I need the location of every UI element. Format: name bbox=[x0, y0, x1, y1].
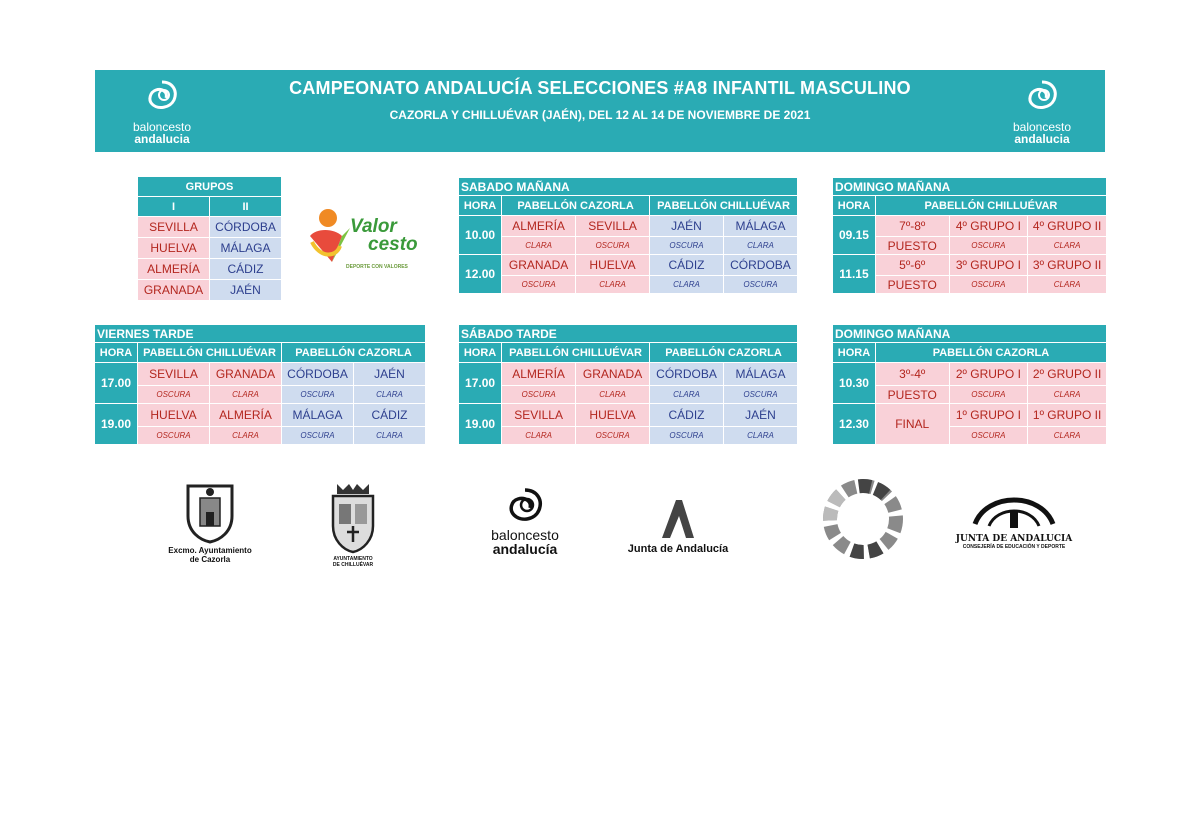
team-cell: 3º GRUPO I bbox=[950, 255, 1028, 275]
grupo-ii-header: II bbox=[210, 197, 281, 216]
valorcesto-text-2: cesto bbox=[368, 234, 418, 255]
team-cell: CÓRDOBA bbox=[282, 363, 353, 385]
team-cell: 3º GRUPO II bbox=[1028, 255, 1106, 275]
junta-text: Junta de Andalucía bbox=[627, 543, 729, 555]
game-time: 11.15 bbox=[833, 255, 875, 293]
team-cell: SEVILLA bbox=[138, 363, 209, 385]
baloncesto-andalucia-logo bbox=[484, 486, 566, 566]
placement-label: PUESTO bbox=[876, 386, 949, 403]
grupos-table bbox=[137, 176, 282, 301]
team-cell: 1º GRUPO I bbox=[950, 404, 1028, 426]
junta-educacion-logo bbox=[948, 486, 1080, 562]
segmented-circle-icon bbox=[820, 476, 906, 562]
game-time: 17.00 bbox=[459, 363, 501, 403]
placement-label: 5º-6º bbox=[876, 255, 949, 275]
kit-label: CLARA bbox=[650, 386, 723, 403]
fab-text-2: andalucía bbox=[492, 541, 558, 557]
venue-header: PABELLÓN CAZORLA bbox=[282, 343, 425, 362]
hora-header: HORA bbox=[833, 196, 875, 215]
domingo-manana-chilluevar-table bbox=[832, 177, 1107, 294]
junta-andalucia-logo bbox=[620, 496, 736, 566]
placement-label: 3º-4º bbox=[876, 363, 949, 385]
kit-label: CLARA bbox=[724, 237, 797, 254]
cazorla-shield-icon bbox=[182, 482, 238, 544]
kit-label: CLARA bbox=[354, 427, 425, 444]
kit-label: CLARA bbox=[210, 427, 281, 444]
junta-arch-icon bbox=[969, 486, 1059, 532]
venue-header: PABELLÓN CAZORLA bbox=[650, 343, 797, 362]
logo-text-2: andalucia bbox=[134, 132, 190, 146]
cazorla-text-1: Excmo. Ayuntamiento bbox=[168, 546, 252, 555]
chilluevar-text-2: DE CHILLUÉVAR bbox=[332, 562, 374, 568]
section-title: DOMINGO MAÑANA bbox=[833, 325, 1106, 342]
kit-label: CLARA bbox=[1028, 237, 1106, 254]
team-cell: MÁLAGA bbox=[282, 404, 353, 426]
page-subtitle: CAZORLA Y CHILLUÉVAR (JAÉN), DEL 12 AL 14 DE NOVIEMBRE DE 2021 bbox=[389, 108, 811, 122]
kit-label: CLARA bbox=[1028, 276, 1106, 293]
venue-header: PABELLÓN CAZORLA bbox=[876, 343, 1106, 362]
sabado-manana-table bbox=[458, 177, 798, 294]
team-cell: CÓRDOBA bbox=[724, 255, 797, 275]
team-cell: SEVILLA bbox=[502, 404, 575, 426]
team-cell: CÁDIZ bbox=[650, 255, 723, 275]
team-cell: 4º GRUPO II bbox=[1028, 216, 1106, 236]
game-time: 17.00 bbox=[95, 363, 137, 403]
team-cell: ALMERÍA bbox=[502, 363, 575, 385]
team-cell: JAÉN bbox=[724, 404, 797, 426]
cazorla-council-logo bbox=[160, 482, 260, 570]
team-cell: 2º GRUPO I bbox=[950, 363, 1028, 385]
team-cell: 4º GRUPO I bbox=[950, 216, 1028, 236]
kit-label: CLARA bbox=[1028, 386, 1106, 403]
venue-header: PABELLÓN CHILLUÉVAR bbox=[502, 343, 649, 362]
game-time: 09.15 bbox=[833, 216, 875, 254]
kit-label: OSCURA bbox=[138, 427, 209, 444]
team-cell: JAÉN bbox=[354, 363, 425, 385]
header-banner bbox=[95, 70, 1105, 152]
placement-label: 7º-8º bbox=[876, 216, 949, 236]
game-time: 12.30 bbox=[833, 404, 875, 444]
kit-label: OSCURA bbox=[282, 427, 353, 444]
placement-label: FINAL bbox=[876, 404, 949, 444]
circular-logo bbox=[818, 476, 908, 562]
kit-label: OSCURA bbox=[950, 276, 1028, 293]
grupo-team: CÓRDOBA bbox=[210, 217, 281, 237]
team-cell: 2º GRUPO II bbox=[1028, 363, 1106, 385]
kit-label: OSCURA bbox=[950, 386, 1028, 403]
logo-text-2: andalucia bbox=[1014, 132, 1070, 146]
placement-label: PUESTO bbox=[876, 237, 949, 254]
valorcesto-tagline: DEPORTE CON VALORES bbox=[346, 264, 408, 270]
kit-label: CLARA bbox=[576, 386, 649, 403]
kit-label: OSCURA bbox=[576, 427, 649, 444]
chilluevar-council-logo bbox=[318, 482, 388, 570]
team-cell: SEVILLA bbox=[576, 216, 649, 236]
game-time: 19.00 bbox=[459, 404, 501, 444]
grupo-team: CÁDIZ bbox=[210, 259, 281, 279]
team-cell: MÁLAGA bbox=[724, 216, 797, 236]
team-cell: ALMERÍA bbox=[502, 216, 575, 236]
hora-header: HORA bbox=[833, 343, 875, 362]
basketball-logo-icon bbox=[1022, 78, 1062, 114]
team-cell: CÓRDOBA bbox=[650, 363, 723, 385]
section-title: DOMINGO MAÑANA bbox=[833, 178, 1106, 195]
team-cell: HUELVA bbox=[576, 255, 649, 275]
kit-label: CLARA bbox=[724, 427, 797, 444]
viernes-tarde-table bbox=[94, 324, 426, 445]
kit-label: OSCURA bbox=[282, 386, 353, 403]
grupo-team: GRANADA bbox=[138, 280, 209, 300]
section-title: VIERNES TARDE bbox=[95, 325, 425, 342]
kit-label: OSCURA bbox=[724, 276, 797, 293]
kit-label: CLARA bbox=[1028, 427, 1106, 444]
team-cell: JAÉN bbox=[650, 216, 723, 236]
kit-label: CLARA bbox=[210, 386, 281, 403]
kit-label: OSCURA bbox=[650, 237, 723, 254]
fab-text-1: baloncesto bbox=[491, 527, 559, 543]
logo-text-1: baloncesto bbox=[1012, 120, 1072, 134]
kit-label: CLARA bbox=[502, 237, 575, 254]
sabado-tarde-table bbox=[458, 324, 798, 445]
kit-label: OSCURA bbox=[502, 276, 575, 293]
junta2-text-1: JUNTA DE ANDALUCIA bbox=[955, 534, 1073, 544]
valorcesto-mark-icon bbox=[306, 206, 356, 266]
venue-header: PABELLÓN CHILLUÉVAR bbox=[138, 343, 281, 362]
kit-label: OSCURA bbox=[502, 386, 575, 403]
kit-label: CLARA bbox=[576, 276, 649, 293]
kit-label: CLARA bbox=[354, 386, 425, 403]
kit-label: OSCURA bbox=[576, 237, 649, 254]
hora-header: HORA bbox=[459, 343, 501, 362]
baloncesto-andalucia-logo-right bbox=[1007, 78, 1077, 146]
grupo-i-header: I bbox=[138, 197, 209, 216]
grupo-team: SEVILLA bbox=[138, 217, 209, 237]
team-cell: CÁDIZ bbox=[354, 404, 425, 426]
kit-label: CLARA bbox=[502, 427, 575, 444]
team-cell: ALMERÍA bbox=[210, 404, 281, 426]
team-cell: GRANADA bbox=[210, 363, 281, 385]
section-title: SABADO MAÑANA bbox=[459, 178, 797, 195]
junta2-text-2: CONSEJERÍA DE EDUCACIÓN Y DEPORTE bbox=[962, 544, 1066, 550]
basketball-logo-icon bbox=[503, 486, 547, 526]
placement-label: PUESTO bbox=[876, 276, 949, 293]
game-time: 12.00 bbox=[459, 255, 501, 293]
team-cell: HUELVA bbox=[576, 404, 649, 426]
hora-header: HORA bbox=[459, 196, 501, 215]
page-title: CAMPEONATO ANDALUCÍA SELECCIONES #A8 INFANTIL MASCULINO bbox=[289, 78, 911, 98]
chilluevar-shield-icon bbox=[325, 482, 381, 554]
kit-label: OSCURA bbox=[950, 427, 1028, 444]
logo-text-1: baloncesto bbox=[132, 120, 192, 134]
valorcesto-logo bbox=[306, 206, 436, 276]
grupo-team: JAÉN bbox=[210, 280, 281, 300]
venue-header: PABELLÓN CHILLUÉVAR bbox=[876, 196, 1106, 215]
team-cell: GRANADA bbox=[502, 255, 575, 275]
hora-header: HORA bbox=[95, 343, 137, 362]
kit-label: OSCURA bbox=[950, 237, 1028, 254]
kit-label: CLARA bbox=[650, 276, 723, 293]
game-time: 19.00 bbox=[95, 404, 137, 444]
game-time: 10.30 bbox=[833, 363, 875, 403]
team-cell: 1º GRUPO II bbox=[1028, 404, 1106, 426]
game-time: 10.00 bbox=[459, 216, 501, 254]
team-cell: GRANADA bbox=[576, 363, 649, 385]
cazorla-text-2: de Cazorla bbox=[189, 555, 231, 564]
team-cell: CÁDIZ bbox=[650, 404, 723, 426]
team-cell: MÁLAGA bbox=[724, 363, 797, 385]
venue-header: PABELLÓN CHILLUÉVAR bbox=[650, 196, 797, 215]
kit-label: OSCURA bbox=[650, 427, 723, 444]
team-cell: HUELVA bbox=[138, 404, 209, 426]
valorcesto-text-1: Valor bbox=[350, 216, 397, 237]
domingo-manana-cazorla-table bbox=[832, 324, 1107, 445]
grupo-team: ALMERÍA bbox=[138, 259, 209, 279]
kit-label: OSCURA bbox=[138, 386, 209, 403]
junta-a-icon bbox=[658, 496, 698, 540]
section-title: SÁBADO TARDE bbox=[459, 325, 797, 342]
chilluevar-text-1: AYUNTAMIENTO bbox=[333, 556, 373, 562]
grupo-team: MÁLAGA bbox=[210, 238, 281, 258]
kit-label: OSCURA bbox=[724, 386, 797, 403]
grupos-title: GRUPOS bbox=[138, 177, 281, 196]
grupo-team: HUELVA bbox=[138, 238, 209, 258]
venue-header: PABELLÓN CAZORLA bbox=[502, 196, 649, 215]
